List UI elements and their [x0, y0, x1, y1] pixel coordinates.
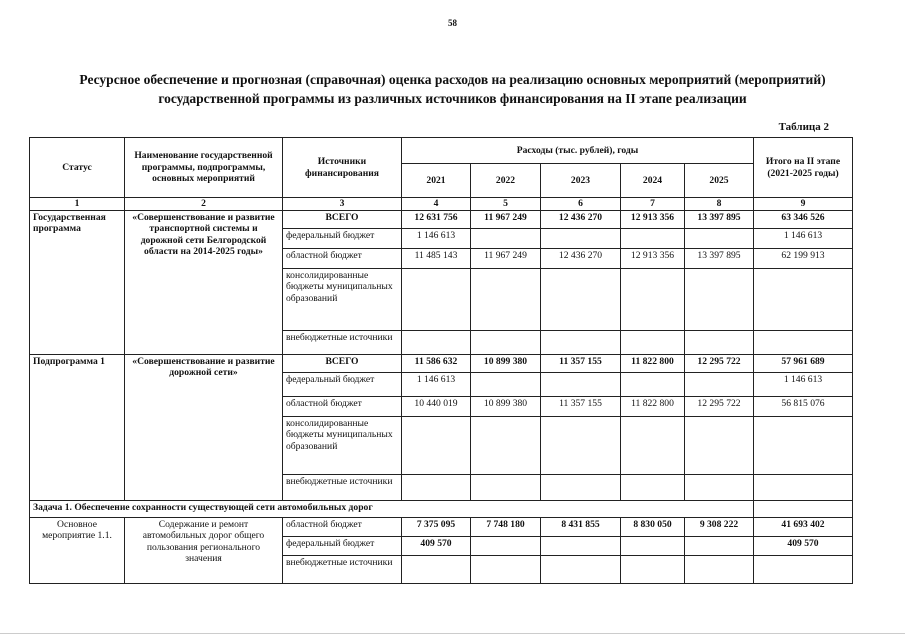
- table-row: [30, 210, 853, 228]
- row-name: «Совершенствование и развитие транспортной системы и дорожной сети Белгородской области на 2014-2025 годы»: [125, 210, 283, 354]
- source-cell: ВСЕГО: [283, 354, 402, 372]
- row-status: Подпрограмма 1: [30, 354, 125, 500]
- column-number: 4: [402, 198, 471, 211]
- column-number: 2: [125, 198, 283, 211]
- row-name: Содержание и ремонт автомобильных дорог общего пользования регионального значения: [125, 517, 283, 583]
- value-cell: [471, 372, 541, 396]
- value-cell: 7 375 095: [402, 517, 471, 536]
- source-cell: консолидированные бюджеты муниципальных образований: [283, 268, 402, 330]
- source-cell: внебюджетные источники: [283, 555, 402, 583]
- header-name: Наименование государственной программы, подпрограммы, основных мероприятий: [125, 138, 283, 198]
- column-number: 5: [471, 198, 541, 211]
- value-cell: 12 436 270: [541, 248, 621, 268]
- value-cell: 1 146 613: [754, 228, 853, 248]
- value-cell: [685, 536, 754, 555]
- value-cell: 9 308 222: [685, 517, 754, 536]
- value-cell: 8 830 050: [621, 517, 685, 536]
- source-cell: федеральный бюджет: [283, 228, 402, 248]
- value-cell: 62 199 913: [754, 248, 853, 268]
- value-cell: 11 967 249: [471, 248, 541, 268]
- title-line-1: Ресурсное обеспечение и прогнозная (справочная) оценка расходов на реализацию основных мероприятий (мероприятий): [79, 72, 826, 87]
- value-cell: 1 146 613: [402, 372, 471, 396]
- value-cell: 1 146 613: [402, 228, 471, 248]
- value-cell: 11 357 155: [541, 354, 621, 372]
- value-cell: 12 436 270: [541, 210, 621, 228]
- task-row: [30, 500, 853, 517]
- value-cell: 12 913 356: [621, 210, 685, 228]
- header-sources: Источники финансирования: [283, 138, 402, 198]
- header-total: Итого на II этапе (2021-2025 годы): [754, 138, 853, 198]
- value-cell: 8 431 855: [541, 517, 621, 536]
- value-cell: [471, 536, 541, 555]
- row-status: Основное мероприятие 1.1.: [30, 517, 125, 583]
- value-cell: 409 570: [754, 536, 853, 555]
- source-cell: областной бюджет: [283, 517, 402, 536]
- page-title: [20, 70, 885, 108]
- source-cell: областной бюджет: [283, 396, 402, 416]
- value-cell: [621, 536, 685, 555]
- header-year: 2021: [402, 164, 471, 198]
- value-cell: 1 146 613: [754, 372, 853, 396]
- value-cell: 57 961 689: [754, 354, 853, 372]
- value-cell: 41 693 402: [754, 517, 853, 536]
- value-cell: [621, 372, 685, 396]
- source-cell: федеральный бюджет: [283, 536, 402, 555]
- column-number: 1: [30, 198, 125, 211]
- value-cell: 409 570: [402, 536, 471, 555]
- row-status: Государственная программа: [30, 210, 125, 354]
- value-cell: [621, 228, 685, 248]
- value-cell: [685, 372, 754, 396]
- row-name: «Совершенствование и развитие дорожной сети»: [125, 354, 283, 500]
- table-label: Таблица 2: [778, 121, 829, 133]
- value-cell: 13 397 895: [685, 210, 754, 228]
- source-cell: внебюджетные источники: [283, 330, 402, 354]
- header-year: 2024: [621, 164, 685, 198]
- value-cell: [471, 228, 541, 248]
- header-expenses: Расходы (тыс. рублей), годы: [402, 138, 754, 164]
- header-year: 2025: [685, 164, 754, 198]
- title-line-2: государственной программы из различных источников финансирования на II этапе реализации: [158, 91, 747, 106]
- value-cell: [541, 228, 621, 248]
- value-cell: 13 397 895: [685, 248, 754, 268]
- value-cell: 10 440 019: [402, 396, 471, 416]
- value-cell: 63 346 526: [754, 210, 853, 228]
- header-status: Статус: [30, 138, 125, 198]
- page-bottom-edge: [0, 633, 905, 634]
- value-cell: 10 899 380: [471, 354, 541, 372]
- value-cell: 11 822 800: [621, 396, 685, 416]
- source-cell: консолидированные бюджеты муниципальных образований: [283, 416, 402, 474]
- source-cell: областной бюджет: [283, 248, 402, 268]
- column-number: 8: [685, 198, 754, 211]
- value-cell: 10 899 380: [471, 396, 541, 416]
- value-cell: [541, 372, 621, 396]
- value-cell: 12 913 356: [621, 248, 685, 268]
- page-number: 58: [448, 18, 457, 28]
- value-cell: 11 822 800: [621, 354, 685, 372]
- value-cell: 11 586 632: [402, 354, 471, 372]
- value-cell: 11 967 249: [471, 210, 541, 228]
- value-cell: 11 485 143: [402, 248, 471, 268]
- column-number: 6: [541, 198, 621, 211]
- task-heading: Задача 1. Обеспечение сохранности существующей сети автомобильных дорог: [30, 500, 754, 517]
- value-cell: 12 631 756: [402, 210, 471, 228]
- value-cell: [685, 228, 754, 248]
- table-row: [30, 354, 853, 372]
- column-number: 3: [283, 198, 402, 211]
- value-cell: [541, 536, 621, 555]
- column-number: 9: [754, 198, 853, 211]
- value-cell: 12 295 722: [685, 396, 754, 416]
- header-row-1: [30, 138, 853, 164]
- value-cell: 56 815 076: [754, 396, 853, 416]
- column-number: 7: [621, 198, 685, 211]
- value-cell: 12 295 722: [685, 354, 754, 372]
- source-cell: внебюджетные источники: [283, 474, 402, 500]
- table-row: [30, 517, 853, 536]
- header-year: 2023: [541, 164, 621, 198]
- value-cell: 11 357 155: [541, 396, 621, 416]
- source-cell: ВСЕГО: [283, 210, 402, 228]
- value-cell: 7 748 180: [471, 517, 541, 536]
- budget-table: [29, 137, 853, 584]
- header-year: 2022: [471, 164, 541, 198]
- column-number-row: [30, 198, 853, 211]
- source-cell: федеральный бюджет: [283, 372, 402, 396]
